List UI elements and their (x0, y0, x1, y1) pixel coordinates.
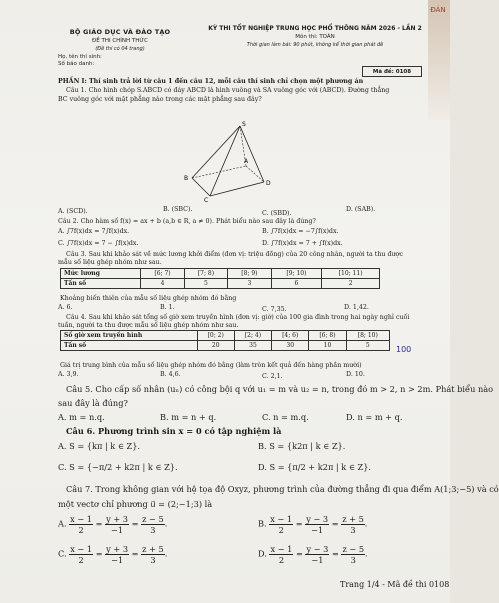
q4-option-b[interactable]: B. 4,6. (160, 371, 181, 378)
denominator: 3 (150, 525, 156, 535)
q3-option-d[interactable]: D. 1,42. (344, 304, 369, 311)
q7-text-1: Câu 7. Trong không gian với hệ tọa độ Oxyz, phương trình của đường thẳng đi qua điểm A(1;3;−5) và có (66, 484, 499, 494)
candidate-name-label: Họ, tên thí sinh: (58, 54, 102, 60)
fraction (269, 514, 293, 535)
denominator: 3 (350, 555, 356, 565)
denominator: −1 (111, 555, 124, 565)
denominator: −1 (111, 525, 124, 535)
fraction (305, 544, 329, 565)
table-cell: [6; 8) (309, 331, 346, 341)
q2-option-c[interactable]: C. ∫7f(x)dx = 7 − ∫f(x)dx. (58, 240, 139, 247)
label-d: D (266, 180, 271, 187)
q6-option-c[interactable]: C. S = {−π/2 + k2π | k ∈ Z}. (58, 462, 178, 472)
q2-option-b[interactable]: B. ∫7f(x)dx = −7∫f(x)dx. (262, 228, 339, 235)
q7-text-2: một vectơ chỉ phương u⃗ = (2;−1;3) là (58, 499, 213, 509)
subject-label: Môn thi: TOÁN (295, 34, 335, 40)
denominator: 2 (278, 555, 285, 565)
pyramid-figure (178, 122, 278, 202)
exam-code-box: Mã đề: 0108 (362, 66, 422, 77)
table-cell: 4 (141, 279, 184, 289)
table-cell: 5 (184, 279, 227, 289)
numerator: y − 3 (306, 514, 329, 524)
numerator: z − 5 (142, 514, 164, 524)
label-s: S (242, 121, 246, 128)
table-row (61, 331, 390, 341)
q7-option-a[interactable]: A. $\frac{x - 1}{2}$ = $\frac{y + 3}{-1}$ = $\frac{z - 5}{3}$ . (58, 514, 168, 535)
numerator: z − 5 (342, 544, 365, 554)
label-b: B (184, 175, 189, 182)
table-cell: Số giờ xem truyền hình (61, 331, 198, 341)
pages-note: (Đề thi có 04 trang) (95, 46, 145, 52)
fraction (141, 514, 165, 535)
denominator: 3 (150, 555, 156, 565)
table-cell: Tần số (61, 341, 198, 351)
q6-option-b[interactable]: B. S = {k2π | k ∈ Z}. (258, 441, 346, 451)
numerator: y + 3 (106, 544, 129, 554)
corner-mark: ĐÁN (430, 6, 446, 14)
q2-option-a[interactable]: A. ∫7f(x)dx = 7∫f(x)dx. (58, 228, 130, 235)
table-cell: [6; 7) (141, 269, 184, 279)
official-label: ĐỀ THI CHÍNH THỨC (91, 38, 148, 44)
q7-option-b[interactable]: B. $\frac{x - 1}{2}$ = $\frac{y - 3}{-1}$ = $\frac{z + 5}{3}$ . (258, 514, 368, 535)
table-cell: 2 (322, 279, 380, 289)
table-row (61, 341, 390, 351)
q1-option-d[interactable]: D. (SAB). (346, 206, 376, 213)
q5-text-2: sau đây là đúng? (58, 398, 128, 408)
q5-text-1: Câu 5. Cho cấp số nhân (uₙ) có công bội q với u₁ = m và u₂ = n, trong đó m > 2, n > 2m. Phát biểu nào (66, 384, 494, 394)
q3-option-a[interactable]: A. 6. (58, 304, 73, 311)
table-cell: Mức lương (61, 269, 141, 279)
fraction (105, 514, 129, 535)
label-a: A (244, 158, 249, 165)
denominator: −1 (311, 555, 324, 565)
q1-text-2: BC vuông góc với mặt phẳng nào trong các mặt phẳng sau đây? (58, 96, 262, 103)
fraction (105, 544, 129, 565)
option-letter: C. (58, 548, 67, 559)
ministry-name: BỘ GIÁO DỤC VÀ ĐÀO TẠO (69, 28, 171, 36)
q1-option-c[interactable]: C. (SBD). (262, 210, 292, 217)
page-edge-shadow (428, 0, 450, 120)
numerator: x − 1 (270, 514, 293, 524)
q4-text-1: Câu 4. Sau khi khảo sát tổng số giờ xem truyền hình (đơn vị: giờ) của 100 gia đình trong hai ngày nghỉ cuối (66, 314, 410, 321)
q7-option-c[interactable]: C. $\frac{x - 1}{2}$ = $\frac{y + 3}{-1}$ = $\frac{z + 5}{3}$ . (58, 544, 168, 565)
q3-option-c[interactable]: C. 7,35. (262, 306, 287, 313)
table-cell: Tần số (61, 279, 141, 289)
table-cell: [8; 9) (228, 269, 271, 279)
denominator: 2 (78, 555, 84, 565)
q1-option-a[interactable]: A. (SCD). (58, 208, 88, 215)
denominator: 2 (78, 525, 84, 535)
q3-option-b[interactable]: B. 1. (160, 304, 175, 311)
table-cell: 10 (309, 341, 346, 351)
q4-data-table (60, 330, 390, 351)
q7-option-d[interactable]: D. $\frac{x - 1}{2}$ = $\frac{y - 3}{-1}$ = $\frac{z - 5}{3}$ . (258, 544, 368, 565)
fraction (269, 544, 293, 565)
table-cell: [0; 2) (197, 331, 234, 341)
ministry-header (60, 28, 180, 52)
q3-data-table (60, 268, 380, 289)
numerator: x − 1 (70, 544, 93, 554)
denominator: 3 (350, 525, 356, 535)
q5-option-a[interactable]: A. m = n.q. (58, 412, 105, 422)
q6-text: Câu 6. Phương trình sin x = 0 có tập nghiệm là (66, 426, 282, 436)
numerator: x − 1 (270, 544, 293, 554)
q1-text-1: Câu 1. Cho hình chóp S.ABCD có đáy ABCD là hình vuông và SA vuông góc với (ABCD). Đường thẳng (66, 87, 390, 94)
table-cell: 30 (272, 341, 309, 351)
denominator: −1 (311, 525, 324, 535)
candidate-info (58, 54, 102, 68)
numerator: x − 1 (70, 514, 93, 524)
numerator: z + 5 (342, 514, 364, 524)
fraction (341, 544, 365, 565)
table-cell: [8; 10) (346, 331, 389, 341)
candidate-id-label: Số báo danh: (58, 61, 95, 67)
q4-option-a[interactable]: A. 3,9. (58, 371, 79, 378)
table-cell: 20 (197, 341, 234, 351)
q4-text-2: tuần, người ta thu được mẫu số liệu ghép nhóm như sau. (58, 322, 239, 329)
q2-text: Câu 2. Cho hàm số f(x) = ax + b (a,b ∈ R, a ≠ 0). Phát biểu nào sau đây là đúng? (58, 218, 316, 225)
table-cell: [2; 4) (234, 331, 271, 341)
part1-title: PHẦN I: Thí sinh trả lời từ câu 1 đến câu 12, mỗi câu thí sinh chỉ chọn một phương án (58, 78, 364, 85)
q5-option-d[interactable]: D. n = m + q. (346, 412, 403, 422)
q5-option-b[interactable]: B. m = n + q. (160, 412, 217, 422)
q6-option-d[interactable]: D. S = {π/2 + k2π | k ∈ Z}. (258, 462, 372, 472)
numerator: y − 3 (306, 544, 329, 554)
q6-option-a[interactable]: A. S = {kπ | k ∈ Z}. (58, 441, 141, 451)
q4-option-c[interactable]: C. 2,1. (262, 373, 283, 380)
table-cell: [9; 10) (271, 269, 322, 279)
option-letter: D. (258, 548, 267, 559)
table-cell: 3 (228, 279, 271, 289)
table-cell: 5 (346, 341, 389, 351)
table-cell: [7; 8) (184, 269, 227, 279)
option-letter: B. (258, 518, 267, 529)
fraction (141, 544, 165, 565)
q5-option-c[interactable]: C. n = m.q. (262, 412, 309, 422)
time-note: Thời gian làm bài: 90 phút, không kể thời gian phát đề (246, 42, 384, 48)
exam-header (190, 25, 440, 48)
table-cell: 6 (271, 279, 322, 289)
numerator: y + 3 (106, 514, 129, 524)
fraction (69, 514, 93, 535)
table-cell: [4; 6) (272, 331, 309, 341)
q4-text-3: Giá trị trung bình của mẫu số liệu ghép nhóm đó bằng (làm tròn kết quả đến hàng phần mười) (60, 362, 362, 369)
fraction (305, 514, 329, 535)
exam-title: KỲ THI TỐT NGHIỆP TRUNG HỌC PHỔ THÔNG NĂM 2026 - LẦN 2 (208, 25, 422, 32)
label-c: C (204, 197, 209, 204)
table-cell: [10; 11) (322, 269, 380, 279)
table-row (61, 279, 380, 289)
option-letter: A. (58, 518, 67, 529)
fraction (341, 514, 365, 535)
handwritten-total: 100 (396, 345, 412, 354)
table-row (61, 269, 380, 279)
table-cell: 35 (234, 341, 271, 351)
fraction (69, 544, 93, 565)
denominator: 2 (278, 525, 284, 535)
q4-option-d[interactable]: D. 10. (346, 371, 365, 378)
q3-text-1: Câu 3. Sau khi khảo sát về mức lương khởi điểm (đơn vị: triệu đồng) của 20 công nhân, người ta thu được (66, 251, 403, 258)
q1-option-b[interactable]: B. (SBC). (163, 206, 193, 213)
q3-text-2: mẫu số liệu ghép nhóm như sau. (58, 259, 162, 266)
q2-option-d[interactable]: D. ∫7f(x)dx = 7 + ∫f(x)dx. (262, 240, 343, 247)
numerator: z + 5 (142, 544, 164, 554)
q3-text-3: Khoảng biến thiên của mẫu số liệu ghép nhóm đó bằng (60, 295, 237, 302)
page-footer: Trang 1/4 - Mã đề thi 0108 (340, 580, 450, 589)
